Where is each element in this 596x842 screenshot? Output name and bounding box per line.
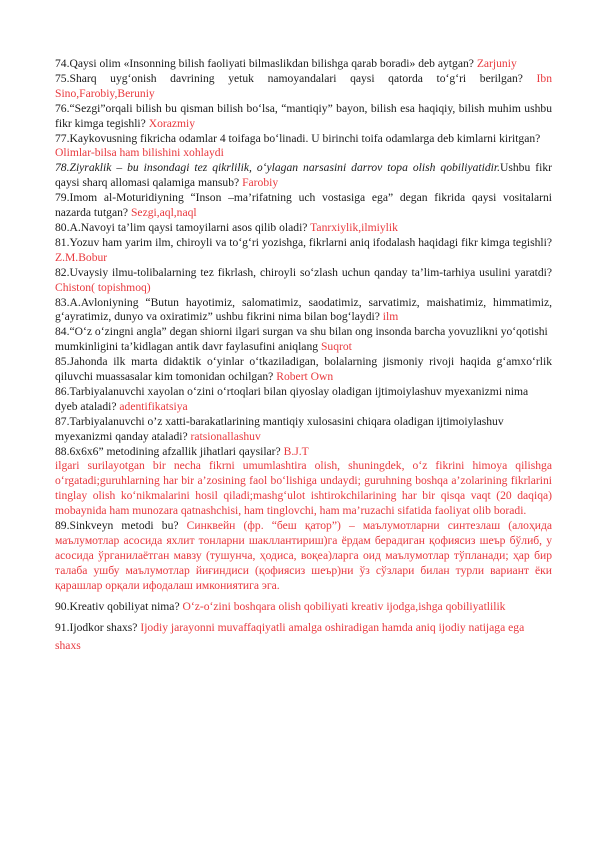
question-77: 77.Kaykovusning fikricha odamlar 4 toifaga bo‘linadi. U birinchi toifa odamlarga deb kimlarni kiritgan? Olimlar-bilsa ham bilishini xohlaydi xyxy=(55,131,541,160)
answer: Xorazmiy xyxy=(148,116,196,130)
answer-88-detail: ilgari surilayotgan bir necha fikrni umumlashtira olish, shuningdek, o‘z fikrini himoya qilishga o‘rgatadi;guruhlarning har bir a’zosining faol bo‘lishiga undaydi; guruhning boshqa a’zolarining fikrlarini tinglay olish ko‘nikmalarini hosil qiladi;mashg‘ulot ishtirokchilarining har bir qisqa vaqt (20 daqiqa) mobaynida ham munozara qatnashchisi, ham tinglovchi, ham ma’ruzachi sifatida faoliyat olib boradi. xyxy=(55,459,552,518)
question-83: 83.A.Avloniyning “Butun hayotimiz, salomatimiz, saodatimiz, sarvatimiz, maishatimiz, himmatimiz, g‘ayratimiz, dunyo va oxiratimiz” ushbu fikrini nima bilan bog‘laydi? ilm xyxy=(55,295,552,324)
question-80: 80.A.Navoyi ta’lim qaysi tamoyilarni asos qilib oladi? Tanrxiylik,ilmiylik xyxy=(55,220,398,234)
answer: Zarjuniy xyxy=(476,57,517,70)
answer: Синквейн (фр. “беш қатор”) – маълумотларни синтезлаш (алоҳида маълумотлар асосида яхлит тонларни шакллантириш)га ёрдам берадиган қофиясиз шеър бўлиб, у асосида ўрганилаётган мавзу (тушунча, ҳодиса, воқеа)ларга оид маълумотлар тўпланади; ҳар бир талаба ушбу маълумотлар йиғиндиси (қофиясиз шеър)ни ўз сўзлари билан турли вариант ёки қарашлар орқали ифодалаш имкониятига эга. xyxy=(55,519,552,592)
answer: Tanrxiylik,ilmiylik xyxy=(310,220,398,234)
answer: Ibn Sino,Farobiy,Beruniy xyxy=(55,71,552,100)
question-84: 84.“O‘z o‘zingni angla” degan shiorni ilgari surgan va shu bilan ong insonda barcha yovuzlikni yo‘qotishi mumkinligini ta’kidlagan antik davr faylasufini aniqlang Suqrot xyxy=(55,325,548,354)
answer: Chiston( topishmoq) xyxy=(55,280,151,294)
answer: Sezgi,aql,naql xyxy=(130,206,197,220)
question-86: 86.Tarbiyalanuvchi xayolan o‘zini o‘rtoqlari bilan qiyoslay oladigan ijtimoiylashuv myexanizmi nima dyeb ataladi? adentifikatsiya xyxy=(55,384,529,413)
question-76: 76.“Sezgi”orqali bilish bu qisman bilish bo‘lsa, “mantiqiy” bayon, bilish esa haqiqiy, bilish muhim ushbu fikr kimga tegishli? Xorazmiy xyxy=(55,101,552,130)
answer: Robert Own xyxy=(276,370,334,384)
answer: Ijodiy jarayonni muvaffaqiyatli amalga oshiradigan hamda aniq ijodiy natijaga ega shaxs xyxy=(55,621,525,652)
question-74: 74.Qaysi olim «Insonning bilish faoliyati bilmaslikdan bilishga qarab boradi» deb aytgan? Zarjuniy xyxy=(55,57,517,70)
question-87: 87.Tarbiyalanuvchi o’z xatti-barakatlarining mantiqiy xulosasini chiqara oladigan ijtimoiylashuv myexanizmi qanday ataladi? ratsionallashuv xyxy=(55,414,504,443)
answer: Z.M.Bobur xyxy=(55,250,108,264)
question-78: 78.Ziyraklik – bu insondagi tez qikrlilik, o‘ylagan narsasini darrov topa olish qobiliyatidir.Ushbu fikr qaysi sharq allomasi qalamiga mansub? Farobiy xyxy=(55,161,552,190)
answer: ilm xyxy=(382,310,399,324)
question-75: 75.Sharq uyg‘onish davrining yetuk namoyandalari qaysi qatorda to‘g‘ri berilgan? Ibn Sino,Farobiy,Beruniy xyxy=(55,71,552,100)
answer: Olimlar-bilsa ham bilishini xohlaydi xyxy=(55,146,224,160)
answer: ratsionallashuv xyxy=(190,429,261,443)
question-list xyxy=(55,57,552,654)
question-89: 89.Sinkveyn metodi bu? Синквейн (фр. “беш қатор”) – маълумотларни синтезлаш (алоҳида маълумотлар асосида яхлит тонларни шакллантириш)га ёрдам берадиган қофиясиз шеър бўлиб, у асосида ўрганилаётган мавзу (тушунча, ҳодиса, воқеа)ларга оид маълумотлар тўпланади; ҳар бир талаба ушбу маълумотлар йиғиндиси (қофиясиз шеър)ни ўз сўзлари билан турли вариант ёки қарашлар орқали ифодалаш имкониятига эга. xyxy=(55,519,552,592)
question-88: 88.6x6x6” metodining afzallik jihatlari qaysilar? B.J.T xyxy=(55,444,309,458)
question-82: 82.Uvaysiy ilmu-tolibalarning tez fikrlash, chiroyli so‘zlash uchun qanday ta’lim-tarhiya usulini yaratdi? Chiston( topishmoq) xyxy=(55,265,552,294)
question-90: 90.Kreativ qobiliyat nima? O‘z-o‘zini boshqara olish qobiliyati kreativ ijodga,ishga qobiliyatlilik xyxy=(55,599,506,613)
answer: adentifikatsiya xyxy=(119,399,188,413)
answer: Farobiy xyxy=(242,176,279,190)
question-79: 79.Imom al-Moturidiyning “Inson –ma’rifatning uch vostasiga ega” degan fikrida qaysi vositalarni nazarda tutgan? Sezgi,aql,naql xyxy=(55,191,552,220)
answer: O‘z-o‘zini boshqara olish qobiliyati kreativ ijodga,ishga qobiliyatlilik xyxy=(182,599,506,613)
answer: B.J.T xyxy=(283,444,309,458)
question-85: 85.Jahonda ilk marta didaktik o‘yinlar o‘tkaziladigan, bolalarning jismoniy rivoji haqida g‘amxo‘rlik qiluvchi muassasalar kim tomonidan ochilgan? Robert Own xyxy=(55,355,552,384)
question-91: 91.Ijodkor shaxs? Ijodiy jarayonni muvaffaqiyatli amalga oshiradigan hamda aniq ijodiy natijaga ega shaxs xyxy=(55,621,525,652)
question-81: 81.Yozuv ham yarim ilm, chiroyli va to‘g‘ri yozishga, fikrlarni aniq ifodalash haqidagi fikr kimga tegishli? Z.M.Bobur xyxy=(55,235,552,264)
answer: Suqrot xyxy=(320,340,352,354)
